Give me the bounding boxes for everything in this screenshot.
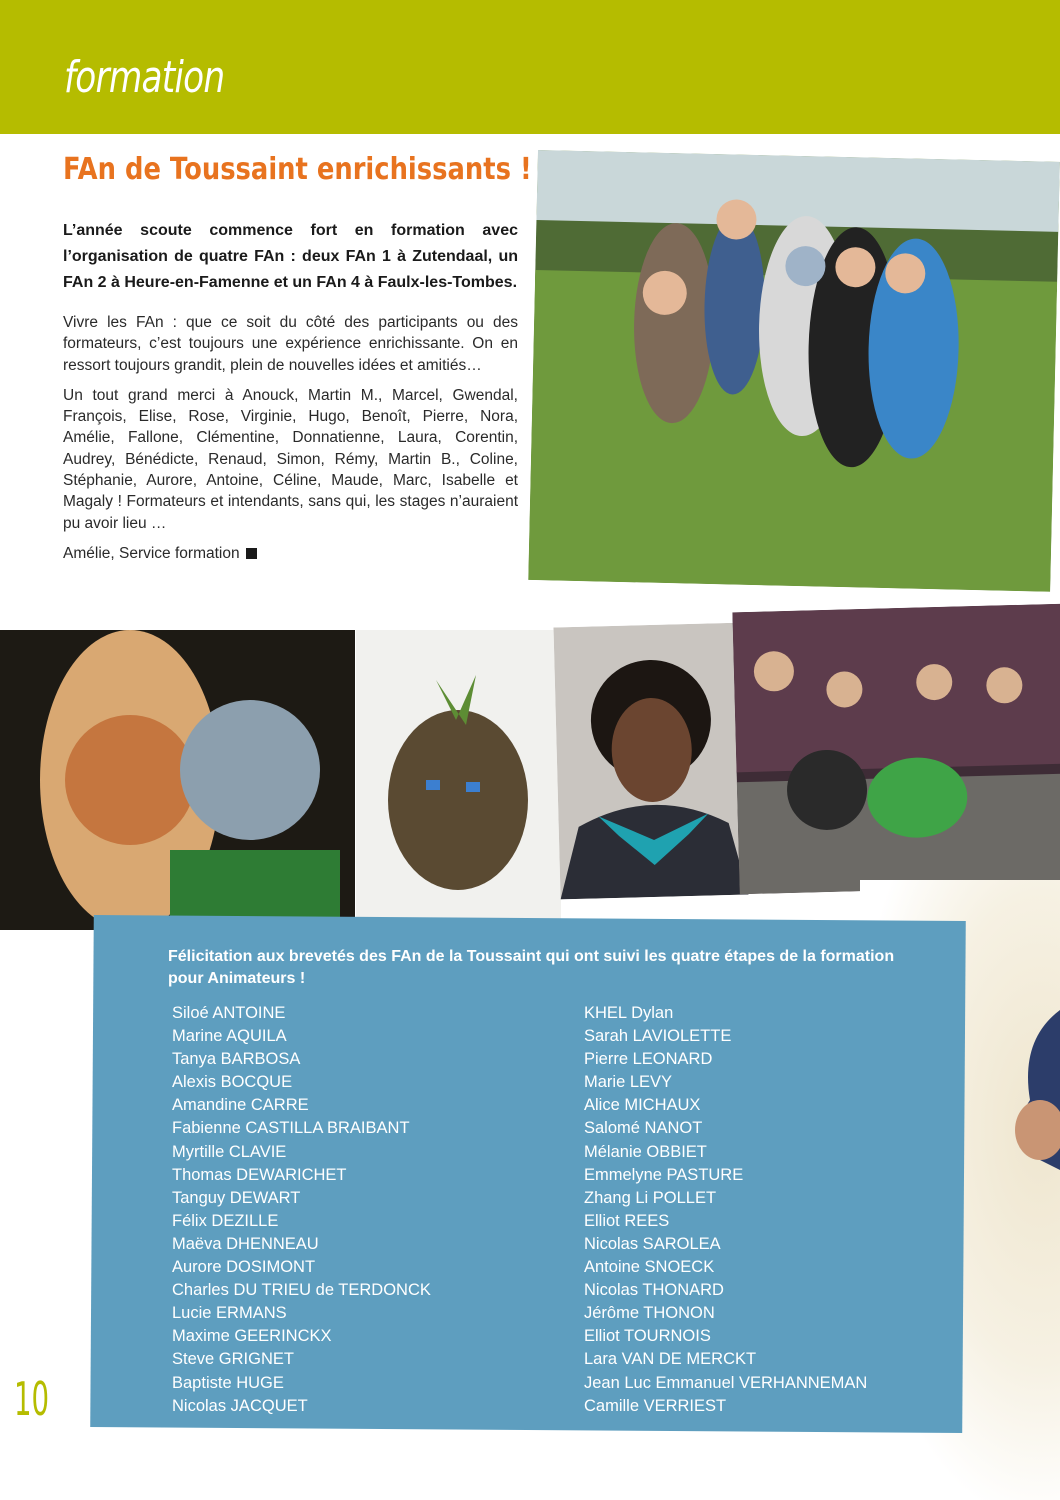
name-item: Antoine SNOECK xyxy=(584,1258,715,1277)
name-item: Elliot REES xyxy=(584,1211,670,1230)
name-item: Zhang Li POLLET xyxy=(584,1188,717,1207)
boy-portrait-photo xyxy=(553,623,748,900)
name-item: Nicolas SAROLEA xyxy=(584,1234,721,1253)
article-lead: L’année scoute commence fort en formation avec l’organisation de quatre FAn : deux FAn 1 à Zutendaal, un FAn 2 à Heure-en-Famenne et un FAn 4 à Faulx-les-Tombes. xyxy=(63,222,518,291)
name-item: KHEL Dylan xyxy=(584,1004,674,1022)
name-item: Tanguy DEWART xyxy=(172,1188,301,1207)
names-list-left xyxy=(172,1002,431,1418)
name-item: Félix DEZILLE xyxy=(172,1211,279,1230)
group-photo xyxy=(528,150,1060,592)
name-item: Sarah LAVIOLETTE xyxy=(584,1027,732,1046)
article-signature xyxy=(63,543,518,564)
name-item: Lucie ERMANS xyxy=(172,1304,287,1323)
name-item: Jean Luc Emmanuel VERHANNEMAN xyxy=(584,1373,868,1392)
end-mark-icon xyxy=(246,548,257,559)
name-item: Alice MICHAUX xyxy=(584,1096,701,1115)
name-item: Camille VERRIEST xyxy=(584,1396,727,1415)
name-item: Baptiste HUGE xyxy=(172,1373,284,1392)
name-item: Marie LEVY xyxy=(584,1073,673,1092)
congratulations-heading: Félicitation aux brevetés des FAn de la Toussaint qui ont suivi les quatre étapes de la formation pour Animateurs ! xyxy=(168,948,895,987)
article-body xyxy=(63,218,518,564)
name-item: Lara VAN DE MERCKT xyxy=(584,1350,757,1369)
name-item: Maxime GEERINCKX xyxy=(172,1327,332,1346)
name-item: Maëva DHENNEAU xyxy=(172,1234,319,1253)
name-item: Marine AQUILA xyxy=(172,1027,287,1046)
name-item: Nicolas THONARD xyxy=(584,1281,724,1300)
name-item: Fabienne CASTILLA BRAIBANT xyxy=(172,1119,410,1138)
name-item: Aurore DOSIMONT xyxy=(172,1258,316,1277)
signature-text: Amélie, Service formation xyxy=(63,544,240,562)
name-item: Salomé NANOT xyxy=(584,1119,703,1138)
name-item: Myrtille CLAVIE xyxy=(172,1142,287,1161)
name-item: Charles DU TRIEU de TERDONCK xyxy=(172,1281,431,1300)
face-paint-photo xyxy=(0,630,355,930)
section-title: formation xyxy=(64,52,225,103)
leaf-face-photo xyxy=(356,630,561,930)
article-title: FAn de Toussaint enrichissants ! xyxy=(63,152,532,187)
name-item: Jérôme THONON xyxy=(584,1304,715,1323)
name-item: Mélanie OBBIET xyxy=(584,1142,707,1161)
side-person-photo xyxy=(1000,1010,1060,1230)
name-item: Tanya BARBOSA xyxy=(172,1050,301,1069)
article-paragraph: Un tout grand merci à Anouck, Martin M., Marcel, Gwendal, François, Elise, Rose, Virginie, Hugo, Benoît, Pierre, Nora, Amélie, Fallone, Clémentine, Donnatienne, Laura, Corentin, Audrey, Bénédicte, Renaud, Simon, Rémy, Martin B., Coline, Stéphanie, Aurore, Antoine, Céline, Maude, Marc, Isabelle et Magaly ! Formateurs et intendants, sans qui, les stages n’auraient pu avoir lieu … xyxy=(63,386,518,532)
name-item: Steve GRIGNET xyxy=(172,1350,294,1369)
group-night-photo xyxy=(732,604,1060,895)
name-item: Thomas DEWARICHET xyxy=(172,1165,347,1184)
congratulations-content xyxy=(168,946,928,1415)
name-item: Alexis BOCQUE xyxy=(172,1073,293,1092)
name-item: Emmelyne PASTURE xyxy=(584,1165,744,1184)
page-number: 10 xyxy=(14,1372,50,1426)
name-item: Nicolas JACQUET xyxy=(172,1396,308,1415)
names-list-right xyxy=(584,1002,867,1418)
name-item: Pierre LEONARD xyxy=(584,1050,713,1069)
name-item: Siloé ANTOINE xyxy=(172,1004,286,1022)
article-paragraph: Vivre les FAn : que ce soit du côté des participants ou des formateurs, c’est toujours une expérience enrichissante. On en ressort toujours grandit, plein de nouvelles idées et amitiés… xyxy=(63,314,518,374)
name-item: Amandine CARRE xyxy=(172,1096,309,1115)
name-item: Elliot TOURNOIS xyxy=(584,1327,711,1346)
